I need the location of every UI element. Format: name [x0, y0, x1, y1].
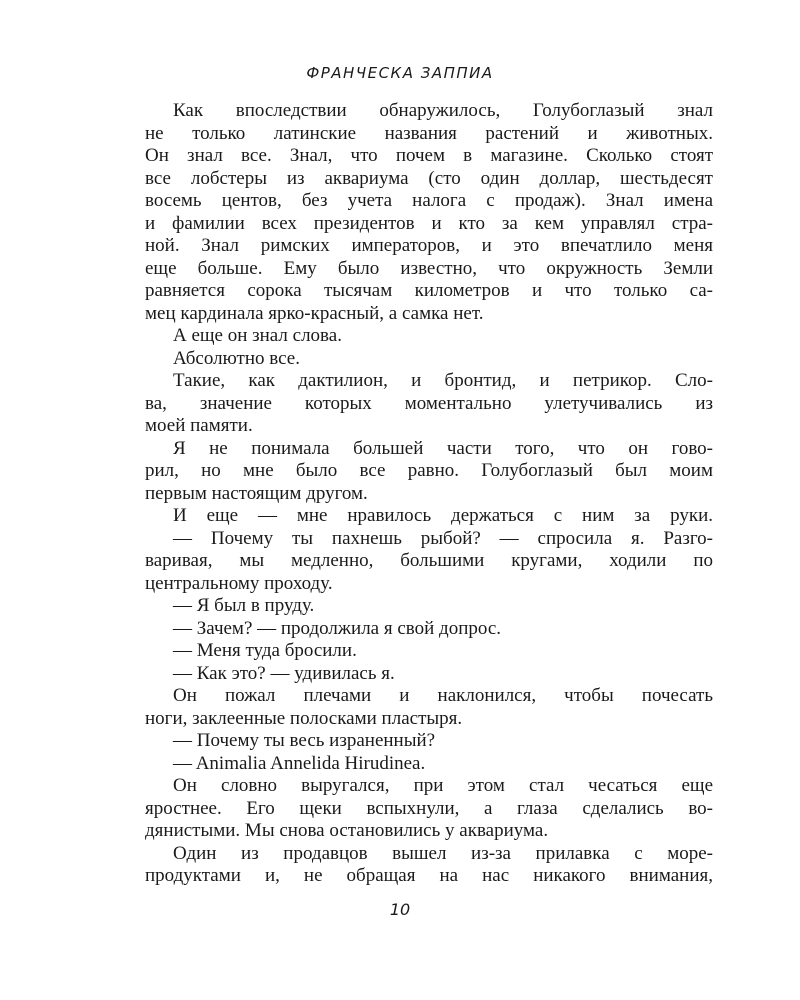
- text-line: рил, но мне было все равно. Голубоглазый был моим: [145, 460, 713, 481]
- text-line: и фамилии всех президентов и кто за кем управлял стра-: [145, 212, 713, 234]
- text-line: Абсолютно все.: [173, 347, 300, 369]
- text-line: — Почему ты пахнешь рыбой? — спросила я. Разго-: [173, 527, 713, 549]
- text-line: Он словно выругался, при этом стал чесаться еще: [173, 775, 713, 796]
- body-text: [145, 100, 713, 888]
- text-line: Как впоследствии обнаружилось, Голубоглазый знал: [173, 100, 713, 121]
- running-head-author: ФРАНЧЕСКА ЗАППИА: [306, 64, 494, 82]
- text-line: продуктами и, не обращая на нас никакого внимания,: [145, 865, 713, 886]
- text-line: — Почему ты весь израненный?: [173, 730, 436, 751]
- text-line: Он знал все. Знал, что почем в магазине. Сколько стоят: [145, 145, 713, 166]
- text-line: не только латинские названия растений и животных.: [145, 122, 713, 144]
- text-line: — Зачем? — продолжила я свой допрос.: [173, 617, 502, 639]
- text-line: ва, значение которых моментально улетучивались из: [145, 392, 713, 414]
- text-line: Он пожал плечами и наклонился, чтобы почесать: [173, 685, 713, 706]
- text-line: все лобстеры из аквариума (сто один доллар, шестьдесят: [145, 167, 713, 189]
- text-line: Я не понимала большей части того, что он гово-: [173, 437, 713, 459]
- text-line: мец кардинала ярко-красный, а самка нет.: [145, 302, 484, 324]
- text-line: ной. Знал римских императоров, и это впечатлило меня: [145, 235, 713, 256]
- text-line: ноги, заклеенные полосками пластыря.: [145, 707, 463, 729]
- text-line: яростнее. Его щеки вспыхнули, а глаза сделались во-: [145, 797, 713, 819]
- text-line: восемь центов, без учета налога с продаж). Знал имена: [145, 190, 713, 211]
- text-line: дянистыми. Мы снова остановились у аквариума.: [145, 820, 549, 841]
- text-line: варивая, мы медленно, большими кругами, ходили по: [145, 550, 713, 571]
- text-line: моей памяти.: [145, 415, 253, 436]
- text-line: А еще он знал слова.: [173, 325, 342, 346]
- text-line: первым настоящим другом.: [145, 482, 368, 504]
- text-line: — Animalia Annelida Hirudinea.: [173, 752, 426, 774]
- text-line: — Как это? — удивилась я.: [173, 662, 395, 684]
- text-line: — Меня туда бросили.: [173, 640, 357, 661]
- page-number: 10: [389, 900, 411, 919]
- text-line: — Я был в пруду.: [173, 595, 315, 616]
- text-line: еще больше. Ему было известно, что окружность Земли: [145, 257, 713, 279]
- text-line: равняется сорока тысячам километров и что только са-: [145, 280, 713, 301]
- text-line: центральному проходу.: [145, 572, 333, 594]
- text-line: Такие, как дактилион, и бронтид, и петрикор. Сло-: [173, 370, 713, 391]
- text-line: И еще — мне нравилось держаться с ним за руки.: [173, 505, 713, 526]
- text-line: Один из продавцов вышел из-за прилавка с море-: [173, 842, 713, 864]
